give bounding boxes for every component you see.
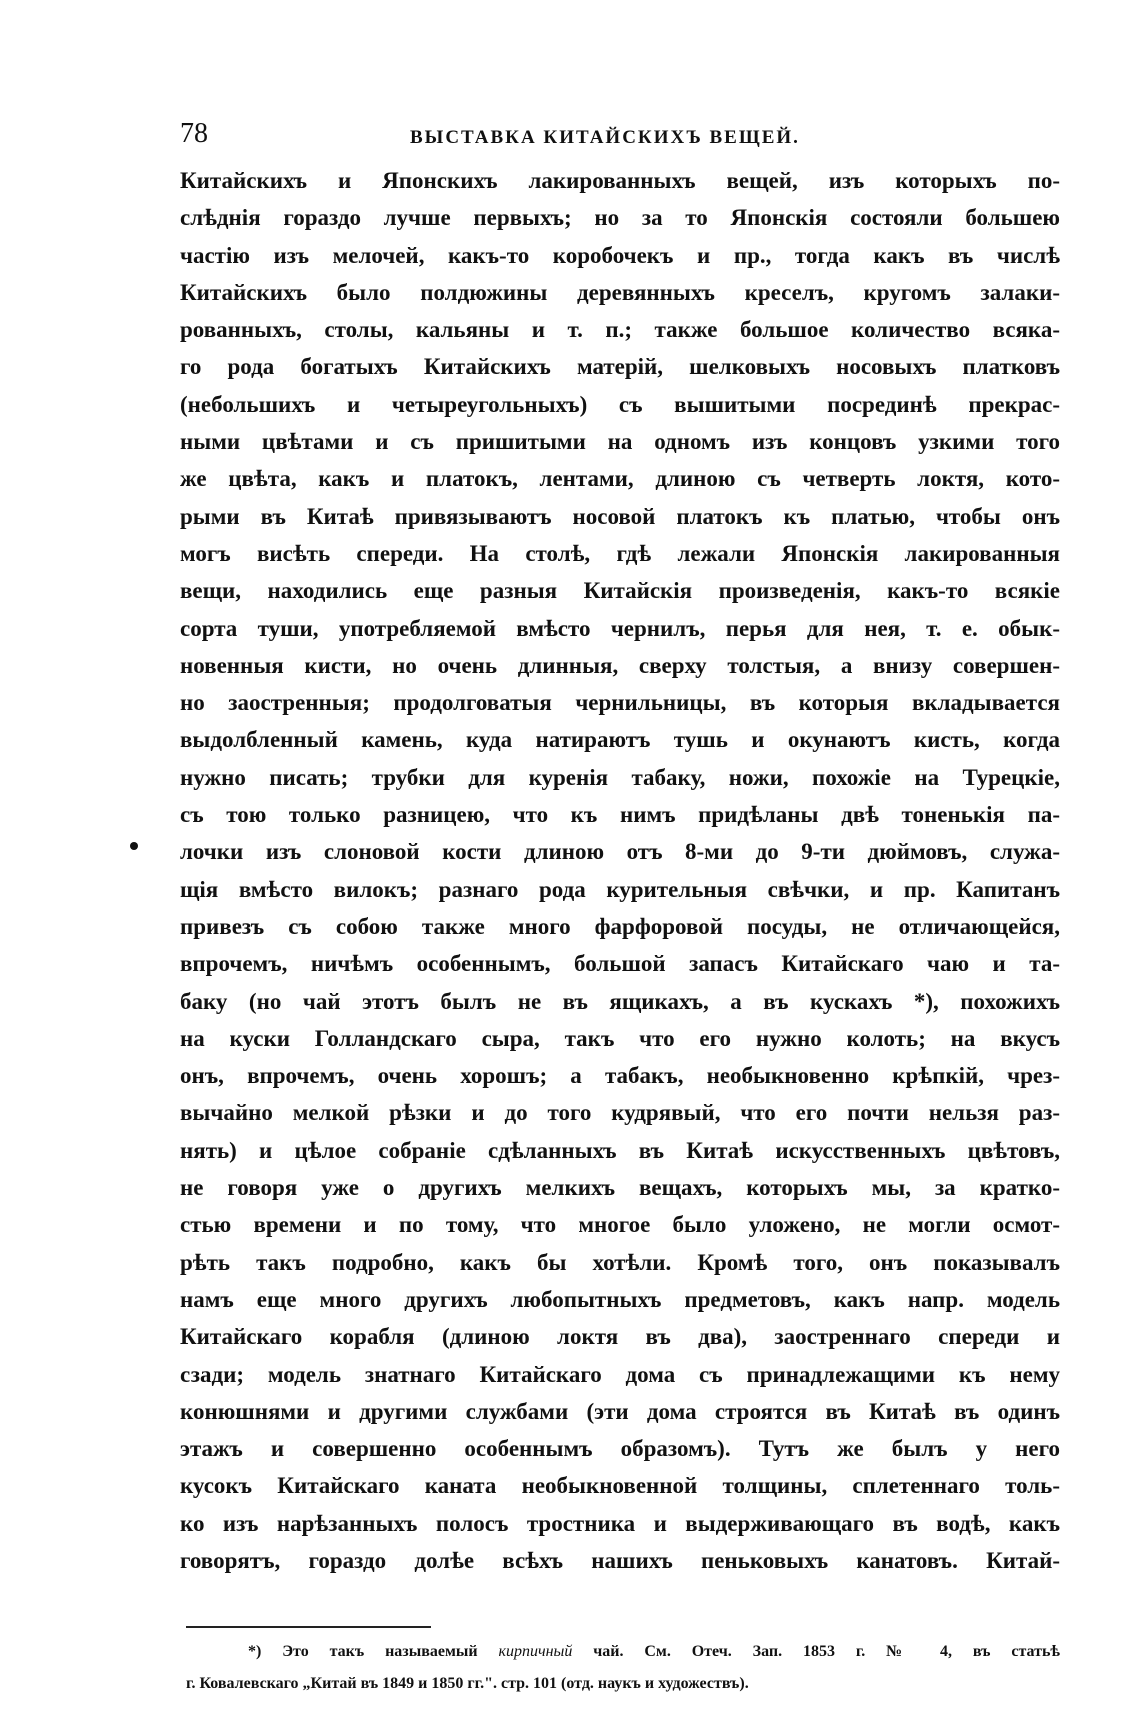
text-line: съ тою только разницею, что къ нимъ придѣланы двѣ тоненькія па-	[180, 802, 1060, 828]
text-line: баку (но чай этотъ былъ не въ ящикахъ, а въ кускахъ *), похожихъ	[180, 988, 1060, 1014]
text-line: вещи, находились еще разныя Китайскія произведенія, какъ-то всякіе	[180, 578, 1060, 604]
footnote-line	[186, 1636, 1060, 1668]
text-line: онъ, впрочемъ, очень хорошъ; а табакъ, необыкновенно крѣпкій, чрез-	[180, 1063, 1060, 1089]
text-line: Китайскихъ было полдюжины деревянныхъ креселъ, кругомъ залаки-	[180, 279, 1060, 305]
text-line: намъ еще много другихъ любопытныхъ предметовъ, какъ напр. модель	[180, 1286, 1060, 1312]
text-line: впрочемъ, ничѣмъ особеннымъ, большой запасъ Китайскаго чаю и та-	[180, 951, 1060, 977]
text-line: выдолбленный камень, куда натираютъ тушь и окунаютъ кисть, когда	[180, 727, 1060, 753]
body-text	[180, 162, 1060, 1579]
text-line: щія вмѣсто вилокъ; разнаго рода курительныя свѣчки, и пр. Капитанъ	[180, 876, 1060, 902]
text-line: рѣть такъ подробно, какъ бы хотѣли. Кромѣ того, онъ показывалъ	[180, 1249, 1060, 1275]
text-line: Китайскихъ и Японскихъ лакированныхъ вещей, изъ которыхъ по-	[180, 168, 1060, 193]
running-head: ВЫСТАВКА КИТАЙСКИХЪ ВЕЩЕЙ.	[410, 127, 800, 148]
text-line: этажъ и совершенно особеннымъ образомъ). Тутъ же былъ у него	[180, 1436, 1060, 1462]
text-line: слѣднія гораздо лучше первыхъ; но за то Японскія состояли большею	[180, 205, 1060, 231]
text-line: же цвѣта, какъ и платокъ, лентами, длиною съ четверть локтя, кото-	[180, 466, 1060, 492]
text-line: сорта туши, употребляемой вмѣсто чернилъ, перья для нея, т. е. обык-	[180, 615, 1060, 641]
text-line: рованныхъ, столы, кальяны и т. п.; также большое количество всяка-	[180, 317, 1060, 343]
text-line: го рода богатыхъ Китайскихъ матерій, шелковыхъ носовыхъ платковъ	[180, 354, 1060, 380]
text-line: сзади; модель знатнаго Китайскаго дома съ принадлежащими къ нему	[180, 1361, 1060, 1387]
text-line: лочки изъ слоновой кости длиною отъ 8-ми до 9-ти дюймовъ, служа-	[180, 839, 1060, 865]
footnote-line: г. Ковалевскаго „Китай въ 1849 и 1850 гг.". стр. 101 (отд. наукъ и художествъ).	[186, 1675, 749, 1692]
footnote	[186, 1636, 1060, 1700]
text-line: Китайскаго корабля (длиною локтя въ два), заостреннаго спереди и	[180, 1324, 1060, 1350]
text-line: (небольшихъ и четыреугольныхъ) съ вышитыми посрединѣ прекрас-	[180, 391, 1060, 417]
text-line: нять) и цѣлое собраніе сдѣланныхъ въ Китаѣ искусственныхъ цвѣтовъ,	[180, 1137, 1060, 1163]
text-line: частію изъ мелочей, какъ-то коробочекъ и пр., тогда какъ въ числѣ	[180, 242, 1060, 268]
margin-mark	[130, 842, 138, 850]
text-line: кусокъ Китайскаго каната необыкновенной толщины, сплетеннаго толь-	[180, 1473, 1060, 1499]
text-line: ными цвѣтами и съ пришитыми на одномъ изъ концовъ узкими того	[180, 429, 1060, 455]
text-line: на куски Голландскаго сыра, такъ что его нужно колоть; на вкусъ	[180, 1025, 1060, 1051]
text-line: рыми въ Китаѣ привязываютъ носовой платокъ къ платью, чтобы онъ	[180, 503, 1060, 529]
text-line: но заостренныя; продолговатыя чернильницы, въ которыя вкладывается	[180, 690, 1060, 716]
page-number: 78	[180, 118, 208, 149]
text-line: могъ висѣть спереди. На столѣ, гдѣ лежали Японскія лакированныя	[180, 540, 1060, 566]
text-line: стью времени и по тому, что многое было уложено, не могли осмот-	[180, 1212, 1060, 1238]
text-line: новенныя кисти, но очень длинныя, сверху толстыя, а внизу совершен-	[180, 652, 1060, 678]
footnote-text: чай. См. Отеч. Зап. 1853 г. № 4, въ статьѣ	[593, 1643, 1061, 1660]
text-line: ко изъ нарѣзанныхъ полосъ тростника и выдерживающаго въ водѣ, какъ	[180, 1510, 1060, 1536]
text-line: вычайно мелкой рѣзки и до того кудрявый, что его почти нельзя раз-	[180, 1100, 1060, 1126]
text-line: говорятъ, гораздо долѣе всѣхъ нашихъ пеньковыхъ канатовъ. Китай-	[180, 1547, 1060, 1573]
footnote-text: *) Это такъ называемый	[248, 1643, 478, 1660]
footnote-divider	[186, 1626, 431, 1628]
text-line: привезъ съ собою также много фарфоровой посуды, не отличающейся,	[180, 913, 1060, 939]
text-line: нужно писать; трубки для куренія табаку, ножи, похожіе на Турецкіе,	[180, 764, 1060, 790]
text-line: не говоря уже о другихъ мелкихъ вещахъ, которыхъ мы, за кратко-	[180, 1175, 1060, 1201]
text-line: конюшнями и другими службами (эти дома строятся въ Китаѣ въ одинъ	[180, 1398, 1060, 1424]
footnote-italic-term: кирпичный	[498, 1643, 573, 1660]
